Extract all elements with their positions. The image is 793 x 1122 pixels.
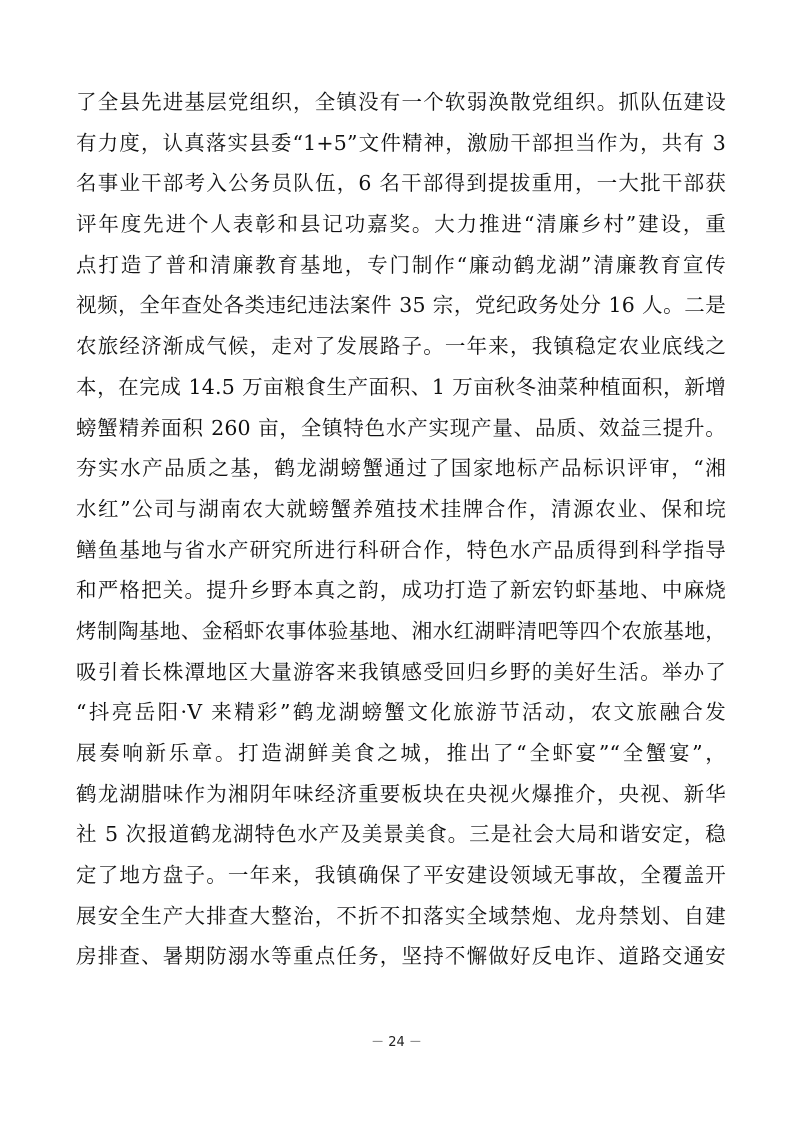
text-line-19: 社 5 次报道鹤龙湖特色水产及美景美食。三是社会大局和谐安定，稳 [76,822,726,847]
text-line-10: 夯实水产品质之基，鹤龙湖螃蟹通过了国家地标产品标识评审，“湘 [76,456,726,481]
text-line-11: 水红”公司与湖南农大就螃蟹养殖技术挂牌合作，清源农业、保和垸 [76,496,726,521]
text-line-8: 本，在完成 14.5 万亩粮食生产面积、1 万亩秋冬油菜种植面积，新增 [76,374,726,399]
text-line-14: 烤制陶基地、金稻虾农事体验基地、湘水红湖畔清吧等四个农旅基地， [76,618,726,643]
text-line-15: 吸引着长株潭地区大量游客来我镇感受回归乡野的美好生活。举办了 [76,659,726,684]
text-line-7: 农旅经济渐成气候，走对了发展路子。一年来，我镇稳定农业底线之 [76,334,726,359]
text-line-13: 和严格把关。提升乡野本真之韵，成功打造了新宏钓虾基地、中麻烧 [76,578,726,603]
text-line-3: 名事业干部考入公务员队伍，6 名干部得到提拔重用，一大批干部获 [76,171,726,196]
text-line-17: 展奏响新乐章。打造湖鲜美食之城，推出了“全虾宴”“全蟹宴”， [76,741,726,765]
text-line-20: 定了地方盘子。一年来，我镇确保了平安建设领域无事故，全覆盖开 [76,863,726,888]
text-line-9: 螃蟹精养面积 260 亩，全镇特色水产实现产量、品质、效益三提升。 [76,415,726,440]
body-text [76,82,726,977]
text-line-16: “抖亮岳阳·V 来精彩”鹤龙湖螃蟹文化旅游节活动，农文旅融合发 [76,700,726,725]
page-number: － 24 － [371,1035,422,1050]
text-line-21: 展安全生产大排查大整治，不折不扣落实全域禁炮、龙舟禁划、自建 [76,903,726,928]
text-line-2: 有力度，认真落实县委“1+5”文件精神，激励干部担当作为，共有 3 [76,130,726,155]
text-line-18: 鹤龙湖腊味作为湘阴年味经济重要板块在央视火爆推介，央视、新华 [76,781,726,806]
text-line-12: 鳝鱼基地与省水产研究所进行科研合作，特色水产品质得到科学指导 [76,537,726,562]
text-line-6: 视频，全年查处各类违纪违法案件 35 宗，党纪政务处分 16 人。二是 [76,293,726,318]
text-line-4: 评年度先进个人表彰和县记功嘉奖。大力推进“清廉乡村”建设，重 [76,212,726,237]
text-line-5: 点打造了普和清廉教育基地，专门制作“廉动鹤龙湖”清廉教育宣传 [76,252,726,277]
text-line-1: 了全县先进基层党组织，全镇没有一个软弱涣散党组织。抓队伍建设 [76,90,726,114]
text-line-22: 房排查、暑期防溺水等重点任务，坚持不懈做好反电诈、道路交通安 [76,944,726,969]
